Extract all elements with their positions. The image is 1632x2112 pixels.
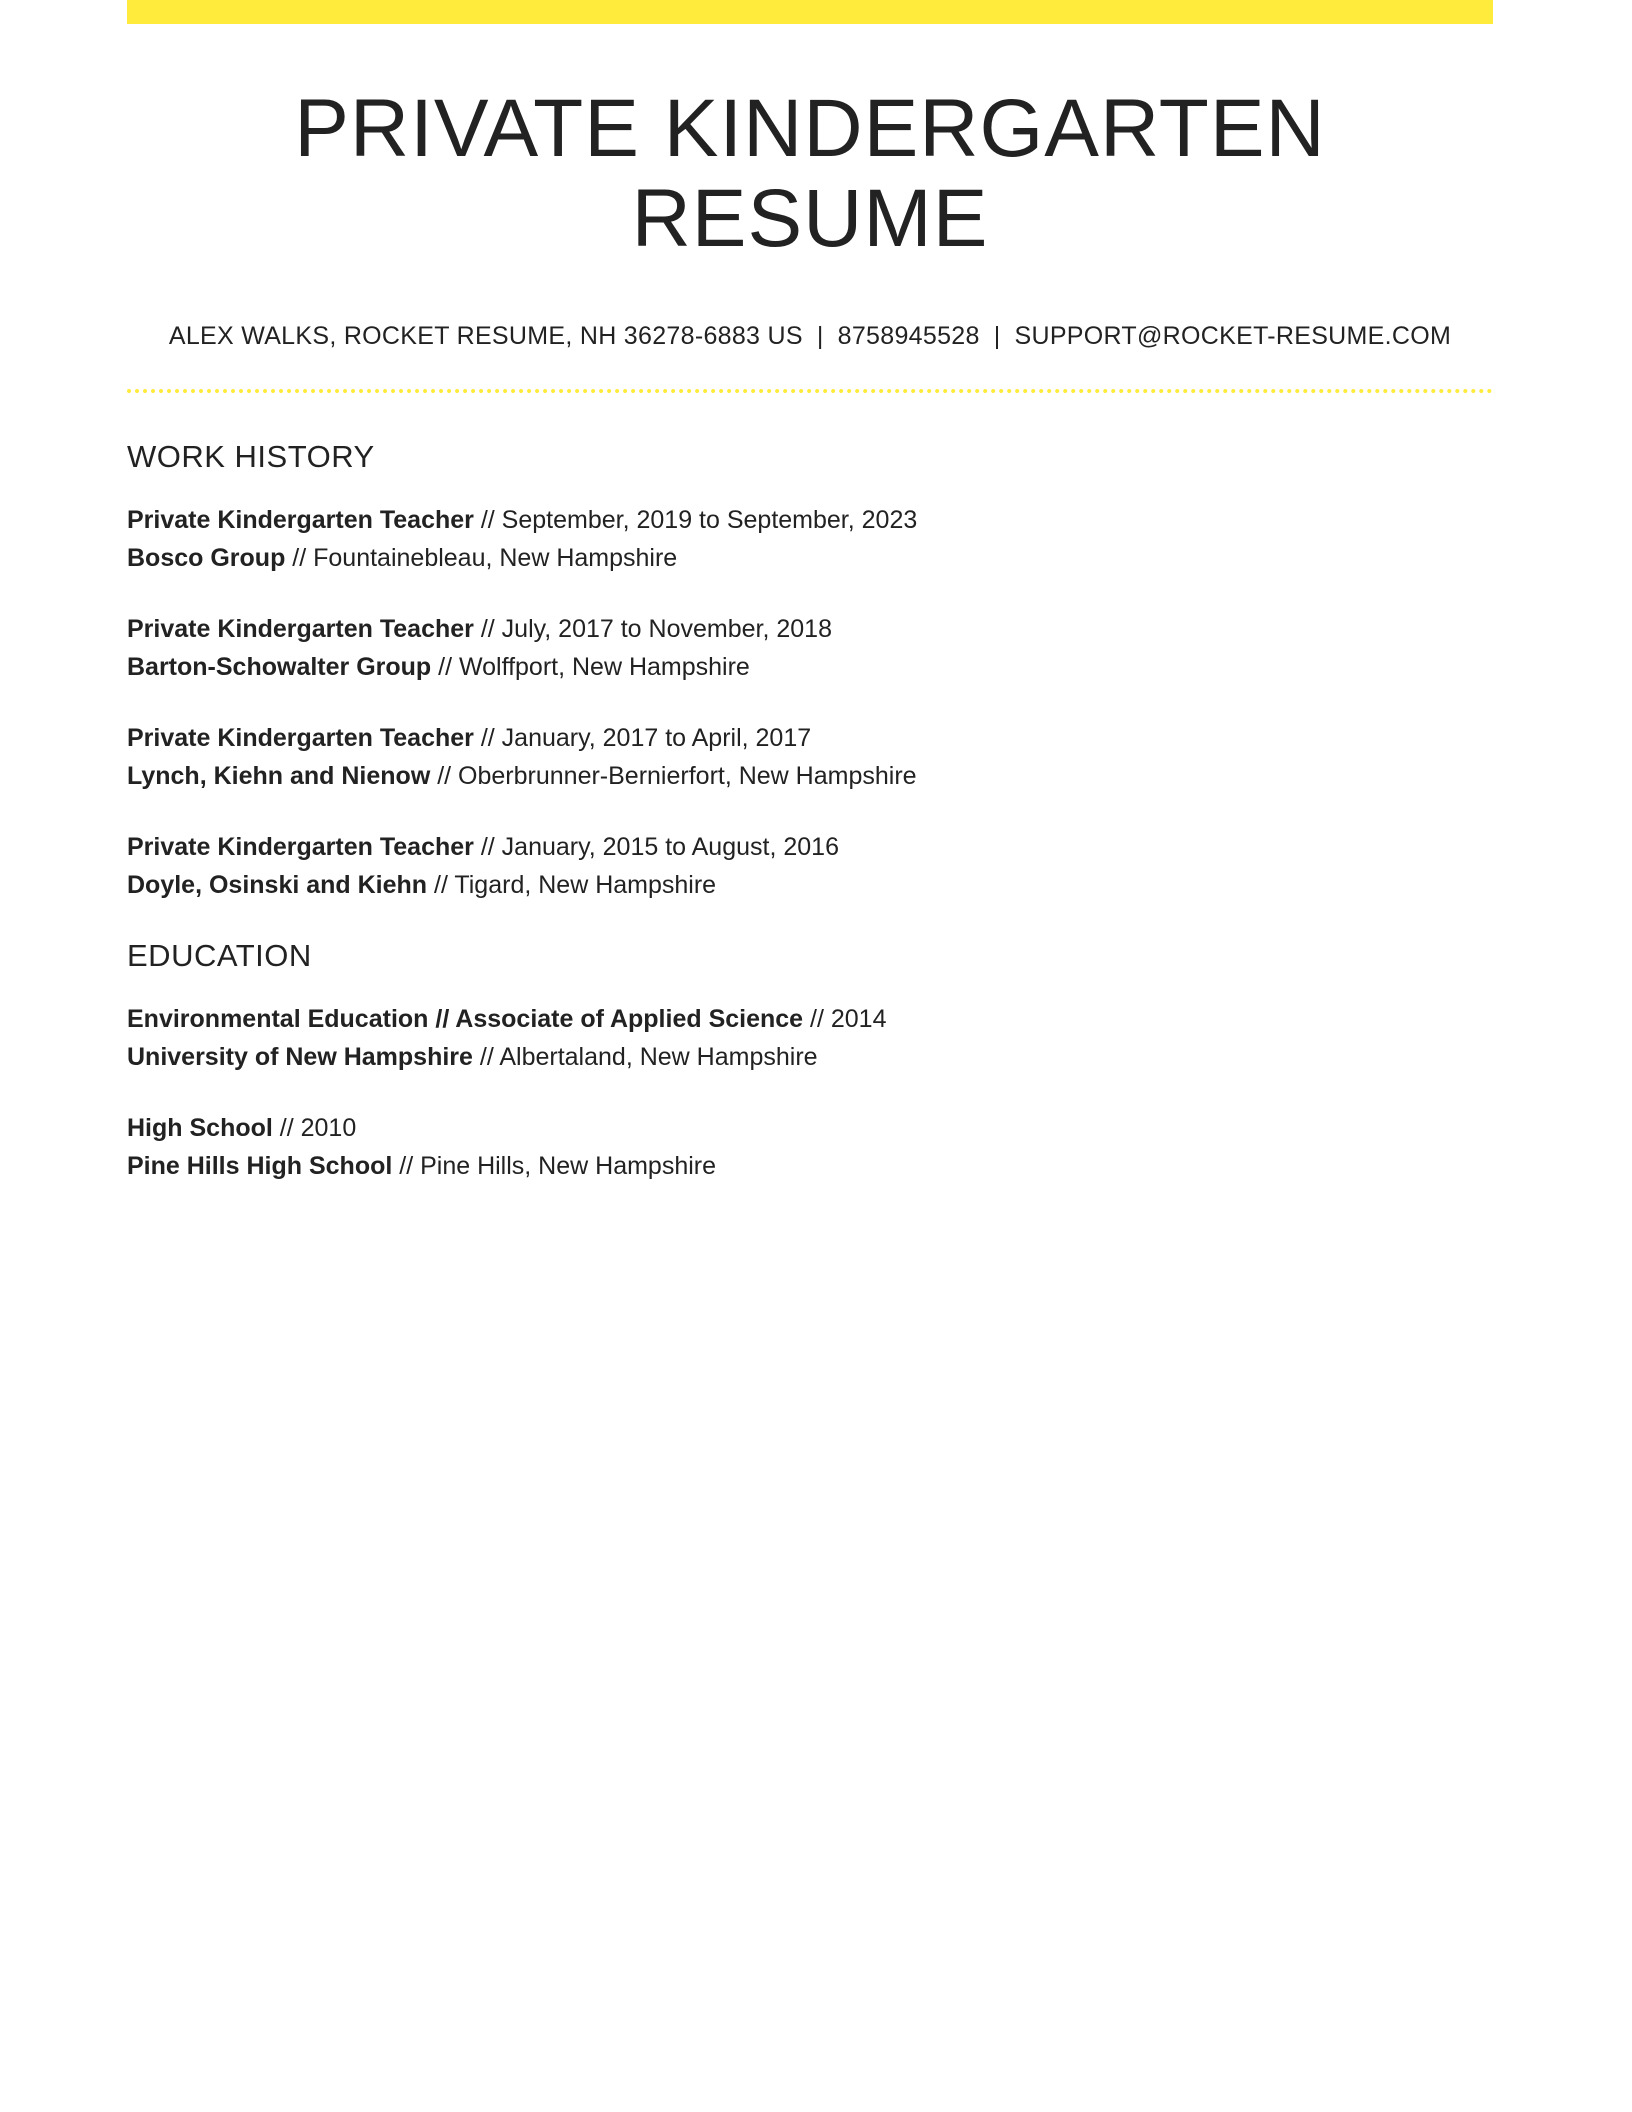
employer-location: // Tigard, New Hampshire (427, 871, 717, 900)
job-dates: // September, 2019 to September, 2023 (473, 506, 918, 535)
job-title: Private Kindergarten Teacher (127, 615, 474, 644)
page-title: PRIVATE KINDERGARTEN RESUME (294, 83, 1326, 265)
contact-separator: | (993, 322, 1001, 351)
education-heading: EDUCATION (127, 938, 312, 974)
degree: Environmental Education // Associate of Applied Science (127, 1005, 804, 1034)
employer: Bosco Group (127, 544, 286, 573)
employer: Lynch, Kiehn and Nienow (127, 762, 431, 791)
school-location: // Albertaland, New Hampshire (472, 1043, 818, 1072)
contact-line (127, 322, 1493, 351)
job-dates: // July, 2017 to November, 2018 (473, 615, 832, 644)
work-entry (127, 719, 1493, 795)
resume-page (127, 0, 1493, 1185)
work-history-list (127, 501, 1493, 904)
work-entry (127, 501, 1493, 577)
contact-separator: | (816, 322, 824, 351)
education-list (127, 1000, 1493, 1185)
accent-bar (127, 0, 1493, 24)
job-title: Private Kindergarten Teacher (127, 724, 474, 753)
school: University of New Hampshire (127, 1043, 473, 1072)
graduation-year: // 2014 (803, 1005, 887, 1034)
contact-phone: 8758945528 (837, 322, 980, 351)
job-dates: // January, 2017 to April, 2017 (473, 724, 812, 753)
contact-email: SUPPORT@ROCKET-RESUME.COM (1014, 322, 1452, 351)
dotted-divider (127, 389, 1493, 393)
employer-location: // Fountainebleau, New Hampshire (285, 544, 678, 573)
education-entry (127, 1109, 1493, 1185)
school-location: // Pine Hills, New Hampshire (392, 1152, 717, 1181)
employer: Barton-Schowalter Group (127, 653, 432, 682)
graduation-year: // 2010 (272, 1114, 357, 1143)
school: Pine Hills High School (127, 1152, 393, 1181)
work-history-heading: WORK HISTORY (127, 439, 375, 475)
job-dates: // January, 2015 to August, 2016 (473, 833, 839, 862)
degree: High School (127, 1114, 273, 1143)
work-entry (127, 610, 1493, 686)
work-entry (127, 828, 1493, 904)
education-entry (127, 1000, 1493, 1076)
employer: Doyle, Osinski and Kiehn (127, 871, 428, 900)
employer-location: // Wolffport, New Hampshire (431, 653, 750, 682)
employer-location: // Oberbrunner-Bernierfort, New Hampshire (430, 762, 917, 791)
job-title: Private Kindergarten Teacher (127, 833, 474, 862)
job-title: Private Kindergarten Teacher (127, 506, 474, 535)
contact-address: ALEX WALKS, ROCKET RESUME, NH 36278-6883 US (168, 322, 803, 351)
